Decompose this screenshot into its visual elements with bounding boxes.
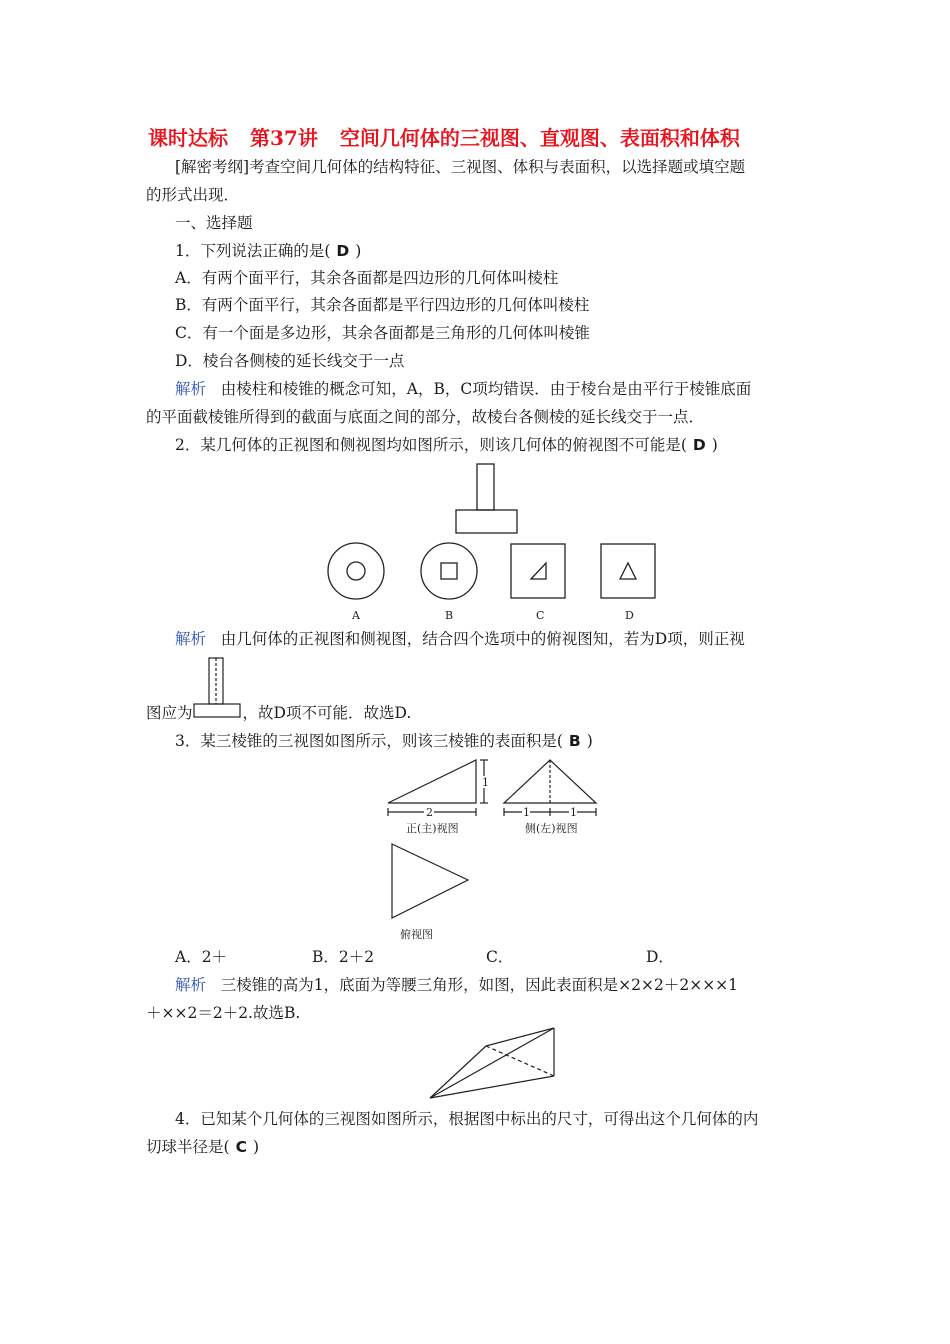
q2-analysis-pre: 图应为 (146, 704, 193, 722)
title-part-1: 课时达标 (148, 126, 228, 150)
q2-option-b-circle (421, 543, 477, 599)
q2-answer: D (692, 436, 706, 454)
q3-front-view (388, 760, 476, 803)
q3-pyramid-figure (424, 1026, 564, 1104)
q4-stem-text: 切球半径是( (146, 1138, 230, 1156)
q3-stem (175, 730, 593, 752)
q2-option-c-triangle (531, 563, 546, 579)
q3-choice-d: D． (646, 948, 674, 966)
q2-label-b: B (445, 609, 454, 622)
q1-option-b: B．有两个面平行，其余各面都是平行四边形的几何体叫棱柱 (175, 296, 590, 314)
q3-top-view (392, 844, 468, 918)
q3-dim-side-1b: 1 (570, 806, 577, 819)
q2-front-base (456, 510, 517, 533)
q2-analysis-label: 解析 (175, 630, 207, 648)
q1-analysis-2: 的平面截棱锥所得到的截面与底面之间的部分，故棱台各侧棱的延长线交于一点． (146, 408, 705, 426)
q2-label-c: C (536, 609, 545, 622)
intro-line-1: [解密考纲]考查空间几何体的结构特征、三视图、体积与表面积，以选择题或填空题 (175, 158, 746, 176)
q3-choice-c: C． (486, 948, 514, 966)
q4-answer: C (235, 1138, 247, 1156)
q2-figure (320, 460, 670, 630)
q2-option-a-inner-circle (347, 562, 365, 580)
q3-close: ) (586, 732, 593, 750)
q2-stem-text: 2．某几何体的正视图和侧视图均如图所示，则该几何体的俯视图不可能是( (175, 436, 687, 454)
q3-answer: B (568, 732, 581, 750)
q3-top-label: 俯视图 (400, 928, 433, 941)
q3-dim-height-1: 1 (482, 776, 489, 789)
q1-stem (175, 240, 361, 262)
q2-close: ) (711, 436, 718, 454)
q3-front-label: 正(主)视图 (406, 822, 459, 835)
q3-dim-2: 2 (426, 806, 433, 819)
q1-option-d: D．棱台各侧棱的延长线交于一点 (175, 352, 405, 370)
q1-analysis-text-1: 由棱柱和棱锥的概念可知，A，B，C项均错误．由于棱台是由平行于棱锥底面 (220, 380, 752, 398)
title-part-2: 第37讲 (250, 126, 318, 150)
q3-dim-side-1a: 1 (523, 806, 530, 819)
q2-label-a: A (352, 609, 360, 622)
q1-answer: D (336, 242, 350, 260)
title-part-3: 空间几何体的三视图、直观图、表面积和体积 (339, 126, 740, 150)
q4-stem-1: 4．已知某个几何体的三视图如图所示，根据图中标出的尺寸，可得出这个几何体的内 (175, 1110, 759, 1128)
q1-option-a: A．有两个面平行，其余各面都是四边形的几何体叫棱柱 (175, 269, 559, 287)
q2-option-b-square (441, 563, 457, 579)
q3-stem-text: 3．某三棱锥的三视图如图所示，则该三棱锥的表面积是( (175, 732, 563, 750)
q3-analysis-text-1: 三棱锥的高为1，底面为等腰三角形，如图，因此表面积是×2×2＋2×××1 (220, 976, 739, 994)
q3-choice-a: A．2＋ (175, 948, 228, 966)
intro-line-2: 的形式出现． (146, 186, 240, 204)
q1-close: ) (355, 242, 362, 260)
q3-side-label: 侧(左)视图 (525, 822, 578, 835)
q3-analysis-2: ＋××2＝2＋2.故选B. (146, 1004, 301, 1022)
q2-analysis-2 (146, 702, 411, 724)
q1-analysis-label: 解析 (175, 380, 207, 398)
q2-analysis-1 (175, 628, 745, 650)
q2-analysis-text-1: 由几何体的正视图和侧视图，结合四个选项中的俯视图知，若为D项，则正视 (220, 630, 745, 648)
q2-option-a-outer-circle (328, 543, 384, 599)
q1-analysis-1 (175, 378, 751, 400)
q4-stem-2 (146, 1136, 259, 1158)
q3-three-views (380, 756, 610, 942)
q2-option-d-square (601, 544, 655, 598)
section-heading: 一、选择题 (175, 214, 253, 232)
q2-front-column (477, 464, 494, 510)
q2-stem (175, 434, 718, 456)
q3-pyramid-edge-4 (430, 1046, 486, 1098)
q2-analysis-post: ，故D项不可能．故选D. (242, 704, 412, 722)
q1-stem-text: 1．下列说法正确的是( (175, 242, 331, 260)
q3-pyramid-edge-5 (486, 1028, 554, 1046)
q2-option-d-triangle (620, 563, 636, 579)
q3-analysis-label: 解析 (175, 976, 207, 994)
q3-choice-b: B．2＋2 (312, 948, 375, 966)
q3-analysis-1 (175, 974, 738, 996)
q1-option-c: C．有一个面是多边形，其余各面都是三角形的几何体叫棱锥 (175, 324, 590, 342)
q2-label-d: D (625, 609, 634, 622)
page-title (148, 122, 828, 151)
q4-close: ) (252, 1138, 260, 1156)
